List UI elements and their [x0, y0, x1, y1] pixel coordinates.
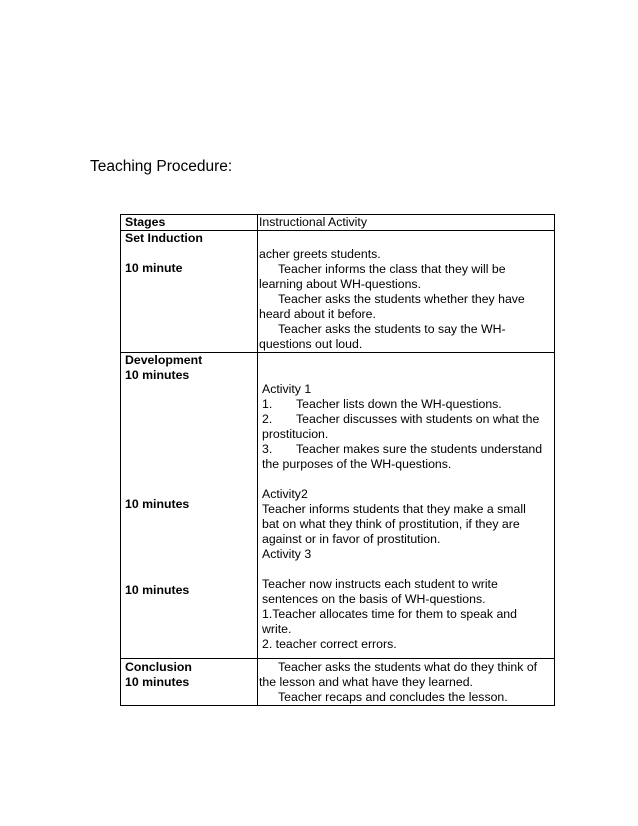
activity-item: 1. Teacher lists down the WH-questions.: [262, 397, 502, 411]
activity-line: Teacher asks the students to say the WH-: [278, 322, 506, 336]
activity-line: questions out loud.: [259, 337, 363, 351]
activity-line: heard about it before.: [259, 307, 376, 321]
activity2-line: Teacher informs students that they make a small: [262, 502, 526, 516]
stage-cell: [121, 659, 258, 706]
activity2-title: Activity2: [262, 487, 308, 501]
teaching-procedure-table: [120, 214, 555, 706]
table-row-development: [121, 353, 555, 659]
stage-name: Set Induction: [125, 231, 203, 245]
activity-cell: [258, 659, 555, 706]
stage-name: Conclusion: [125, 660, 192, 674]
stage-cell: [121, 231, 258, 353]
stage-time: 10 minutes: [125, 583, 190, 597]
activity3-line: write.: [262, 622, 292, 636]
activity-cell: [258, 231, 555, 353]
activity-item: 3. Teacher makes sure the students understand: [262, 442, 543, 456]
header-stages: Stages: [121, 215, 258, 231]
activity3-title: Activity 3: [262, 547, 312, 561]
activity2-line: bat on what they think of prostitution, if they are: [262, 517, 520, 531]
stage-time: 10 minutes: [125, 368, 190, 382]
stage-time: 10 minutes: [125, 675, 190, 689]
activity-line: the lesson and what have they learned.: [259, 675, 473, 689]
stage-time: 10 minute: [125, 261, 183, 275]
activity-item: the purposes of the WH-questions.: [262, 457, 452, 471]
activity-line: Teacher recaps and concludes the lesson.: [278, 690, 508, 704]
table-row-set-induction: [121, 231, 555, 353]
activity-line: Teacher asks the students what do they think of: [278, 660, 538, 674]
activity3-line: Teacher now instructs each student to write: [262, 577, 498, 591]
activity-line: learning about WH-questions.: [259, 277, 421, 291]
activity-line: Teacher informs the class that they will be: [278, 262, 506, 276]
activity3-line: 1.Teacher allocates time for them to speak and: [262, 607, 517, 621]
activity-line: acher greets students.: [259, 247, 381, 261]
activity-item: 2. Teacher discusses with students on what the: [262, 412, 540, 426]
activity-item: prostitucion.: [262, 427, 329, 441]
table-row-conclusion: [121, 659, 555, 706]
activity-cell: [258, 353, 555, 659]
table-header-row: [121, 215, 555, 231]
stage-name: Development: [125, 353, 203, 367]
page-heading: Teaching Procedure:: [90, 158, 233, 175]
stage-time: 10 minutes: [125, 497, 190, 511]
activity3-line: sentences on the basis of WH-questions.: [262, 592, 486, 606]
header-instructional-activity: Instructional Activity: [258, 215, 555, 231]
activity-line: Teacher asks the students whether they have: [278, 292, 525, 306]
activity3-line: 2. teacher correct errors.: [262, 637, 397, 651]
stage-cell: [121, 353, 258, 659]
activity1-title: Activity 1: [262, 382, 312, 396]
activity2-line: against or in favor of prostitution.: [262, 532, 441, 546]
